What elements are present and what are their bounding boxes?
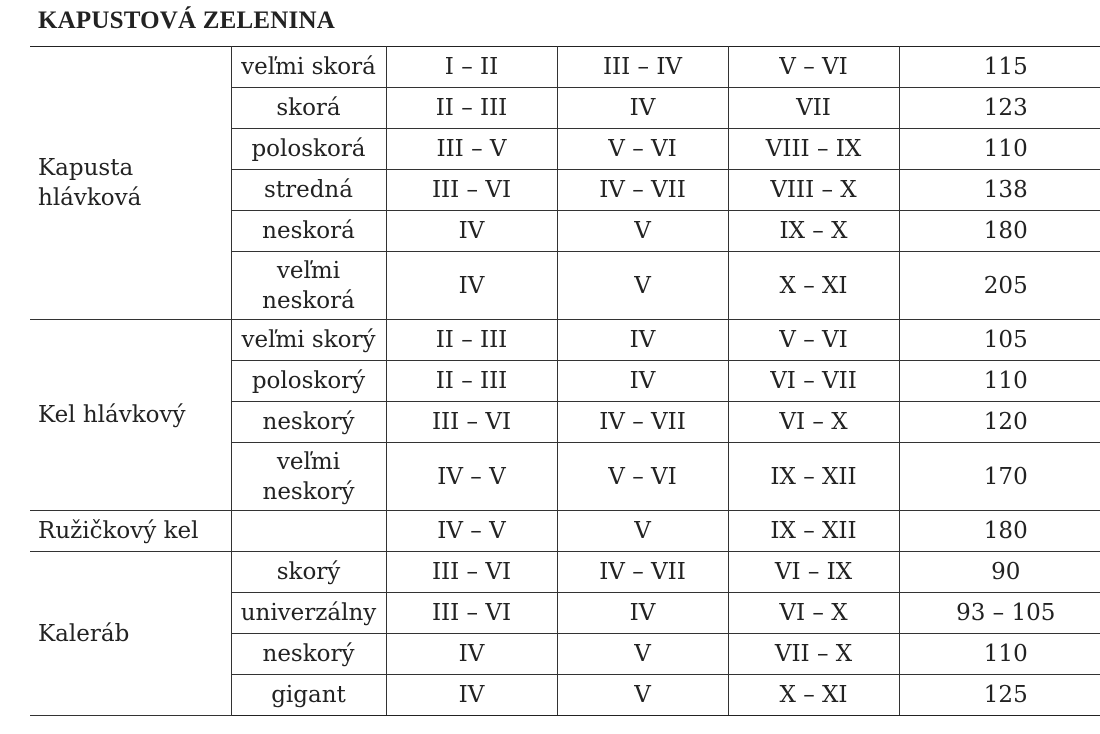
days-cell: 90 xyxy=(899,552,1100,593)
month-cell-2: V – VI xyxy=(557,129,728,170)
variety-cell: neskorý xyxy=(231,634,386,675)
days-cell: 120 xyxy=(899,402,1100,443)
month-cell-1: III – VI xyxy=(386,593,557,634)
table-row xyxy=(30,320,1100,361)
month-cell-2: IV xyxy=(557,88,728,129)
month-cell-3: VI – X xyxy=(728,402,899,443)
month-cell-2: IV xyxy=(557,593,728,634)
month-cell-3: IX – XII xyxy=(728,511,899,552)
month-cell-2: III – IV xyxy=(557,47,728,88)
days-cell: 110 xyxy=(899,634,1100,675)
month-cell-3: VIII – IX xyxy=(728,129,899,170)
vegetable-table xyxy=(30,46,1100,716)
month-cell-1: IV – V xyxy=(386,511,557,552)
vegetable-name-cell: Kel hlávkový xyxy=(30,320,231,511)
days-cell: 205 xyxy=(899,252,1100,320)
month-cell-1: III – VI xyxy=(386,552,557,593)
month-cell-2: V – VI xyxy=(557,443,728,511)
variety-cell: veľmi neskorá xyxy=(231,252,386,320)
month-cell-3: VII xyxy=(728,88,899,129)
month-cell-3: IX – XII xyxy=(728,443,899,511)
month-cell-2: V xyxy=(557,675,728,716)
table-row xyxy=(30,552,1100,593)
days-cell: 123 xyxy=(899,88,1100,129)
days-cell: 110 xyxy=(899,361,1100,402)
variety-cell: veľmi neskorý xyxy=(231,443,386,511)
month-cell-1: IV xyxy=(386,252,557,320)
month-cell-2: IV – VII xyxy=(557,552,728,593)
days-cell: 115 xyxy=(899,47,1100,88)
month-cell-2: V xyxy=(557,634,728,675)
month-cell-2: IV xyxy=(557,320,728,361)
days-cell: 125 xyxy=(899,675,1100,716)
variety-cell: veľmi skorý xyxy=(231,320,386,361)
days-cell: 93 – 105 xyxy=(899,593,1100,634)
month-cell-1: IV – V xyxy=(386,443,557,511)
month-cell-3: VI – VII xyxy=(728,361,899,402)
month-cell-2: IV – VII xyxy=(557,170,728,211)
month-cell-2: V xyxy=(557,211,728,252)
month-cell-3: VIII – X xyxy=(728,170,899,211)
variety-cell: gigant xyxy=(231,675,386,716)
month-cell-1: III – VI xyxy=(386,170,557,211)
variety-cell: stredná xyxy=(231,170,386,211)
month-cell-1: III – VI xyxy=(386,402,557,443)
variety-cell: univerzálny xyxy=(231,593,386,634)
month-cell-2: V xyxy=(557,511,728,552)
days-cell: 138 xyxy=(899,170,1100,211)
month-cell-2: IV xyxy=(557,361,728,402)
month-cell-1: III – V xyxy=(386,129,557,170)
vegetable-name-cell: Ružičkový kel xyxy=(30,511,231,552)
variety-cell: poloskorá xyxy=(231,129,386,170)
month-cell-3: VII – X xyxy=(728,634,899,675)
variety-cell xyxy=(231,511,386,552)
variety-cell: neskorý xyxy=(231,402,386,443)
month-cell-1: I – II xyxy=(386,47,557,88)
month-cell-3: X – XI xyxy=(728,252,899,320)
days-cell: 180 xyxy=(899,511,1100,552)
month-cell-3: V – VI xyxy=(728,47,899,88)
month-cell-1: IV xyxy=(386,634,557,675)
month-cell-2: IV – VII xyxy=(557,402,728,443)
days-cell: 110 xyxy=(899,129,1100,170)
variety-cell: neskorá xyxy=(231,211,386,252)
month-cell-1: IV xyxy=(386,211,557,252)
vegetable-name-cell xyxy=(30,47,231,320)
vegetable-name-cell: Kaleráb xyxy=(30,552,231,716)
days-cell: 170 xyxy=(899,443,1100,511)
month-cell-2: V xyxy=(557,252,728,320)
month-cell-3: X – XI xyxy=(728,675,899,716)
page-title: KAPUSTOVÁ ZELENINA xyxy=(38,7,335,34)
month-cell-1: II – III xyxy=(386,88,557,129)
table-row xyxy=(30,511,1100,552)
month-cell-1: II – III xyxy=(386,320,557,361)
days-cell: 105 xyxy=(899,320,1100,361)
month-cell-3: V – VI xyxy=(728,320,899,361)
month-cell-3: VI – IX xyxy=(728,552,899,593)
month-cell-1: IV xyxy=(386,675,557,716)
month-cell-1: II – III xyxy=(386,361,557,402)
variety-cell: skorý xyxy=(231,552,386,593)
month-cell-3: VI – X xyxy=(728,593,899,634)
variety-cell: skorá xyxy=(231,88,386,129)
vegetable-name: Kapusta hlávková xyxy=(38,155,142,211)
variety-cell: veľmi skorá xyxy=(231,47,386,88)
month-cell-3: IX – X xyxy=(728,211,899,252)
days-cell: 180 xyxy=(899,211,1100,252)
variety-cell: poloskorý xyxy=(231,361,386,402)
table-row xyxy=(30,47,1100,88)
